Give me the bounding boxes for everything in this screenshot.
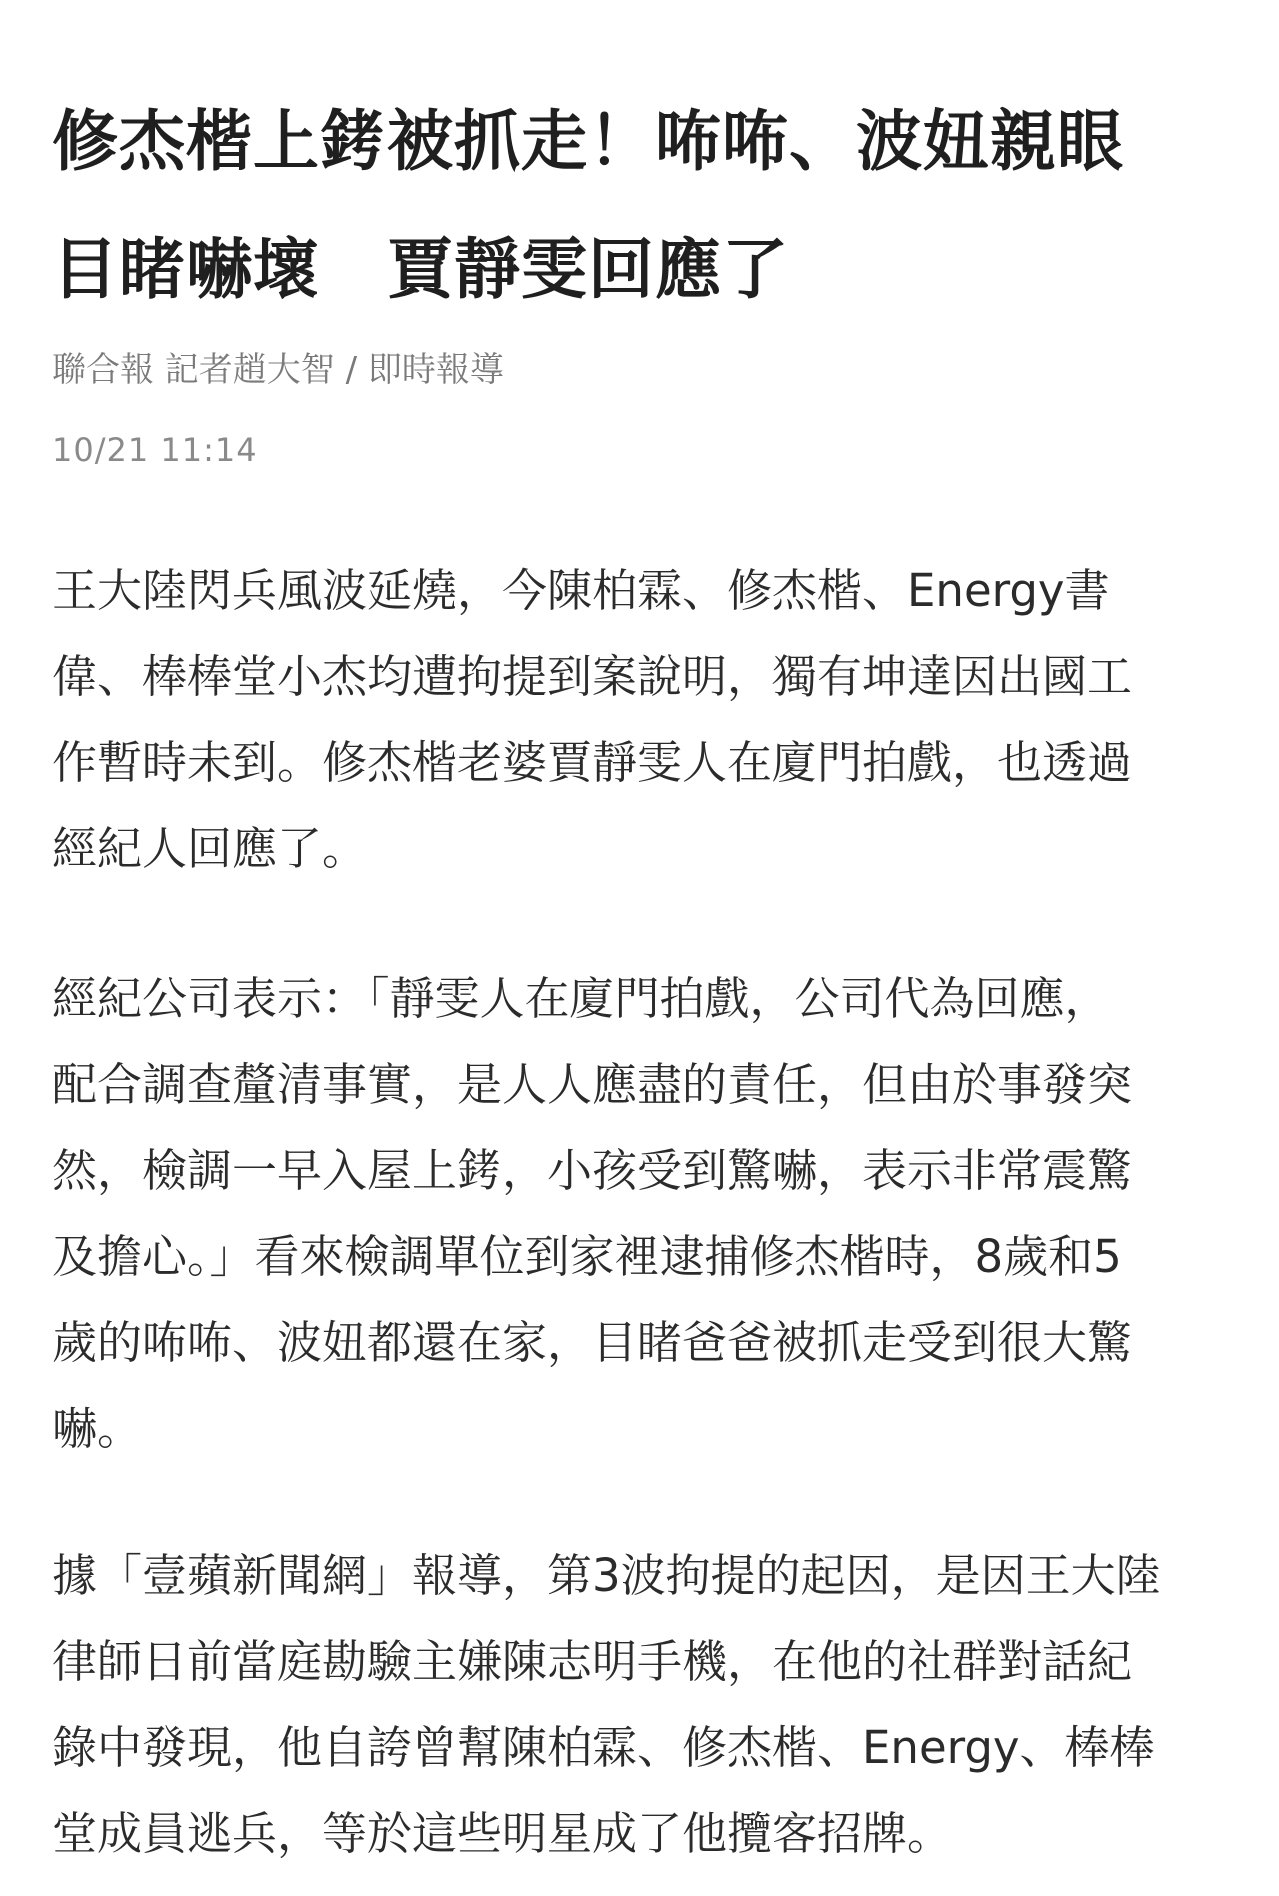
paragraph-line: 堂成員逃兵，等於這些明星成了他攬客招牌。 — [52, 1807, 953, 1860]
paragraph-line: 及擔心。」看來檢調單位到家裡逮捕修杰楷時，8歲和5 — [52, 1230, 1122, 1283]
paragraph-line: 經紀人回應了。 — [52, 822, 368, 875]
paragraph-line: 經紀公司表示：「靜雯人在廈門拍戲，公司代為回應， — [52, 972, 1110, 1025]
article-timestamp: 10/21 11:14 — [52, 431, 258, 469]
article-paragraph — [52, 548, 1132, 892]
headline-line: 目睹嚇壞 賈靜雯回應了 — [52, 231, 789, 308]
paragraph-line: 作暫時未到。修杰楷老婆賈靜雯人在廈門拍戲，也透過 — [52, 736, 1133, 789]
paragraph-line: 律師日前當庭勘驗主嫌陳志明手機，在他的社群對話紀 — [52, 1635, 1133, 1688]
article-byline: 聯合報 記者趙大智 / 即時報導 — [52, 350, 504, 390]
article-paragraph — [52, 1533, 1161, 1877]
paragraph-line: 錄中發現，他自誇曾幫陳柏霖、修杰楷、Energy、棒棒 — [52, 1721, 1155, 1774]
paragraph-line: 嚇。 — [52, 1402, 143, 1455]
article-paragraph — [52, 956, 1132, 1472]
paragraph-line: 王大陸閃兵風波延燒，今陳柏霖、修杰楷、Energy書 — [52, 564, 1110, 617]
paragraph-line: 偉、棒棒堂小杰均遭拘提到案說明，獨有坤達因出國工 — [52, 650, 1133, 703]
headline-line: 修杰楷上銬被抓走！咘咘、波妞親眼 — [52, 103, 1124, 180]
article-headline — [52, 78, 1232, 334]
paragraph-line: 據「壹蘋新聞網」報導，第3波拘提的起因，是因王大陸 — [52, 1549, 1161, 1602]
paragraph-line: 歲的咘咘、波妞都還在家，目睹爸爸被抓走受到很大驚 — [52, 1316, 1133, 1369]
paragraph-line: 配合調查釐清事實，是人人應盡的責任，但由於事發突 — [52, 1058, 1133, 1111]
paragraph-line: 然，檢調一早入屋上銬，小孩受到驚嚇，表示非常震驚 — [52, 1144, 1133, 1197]
